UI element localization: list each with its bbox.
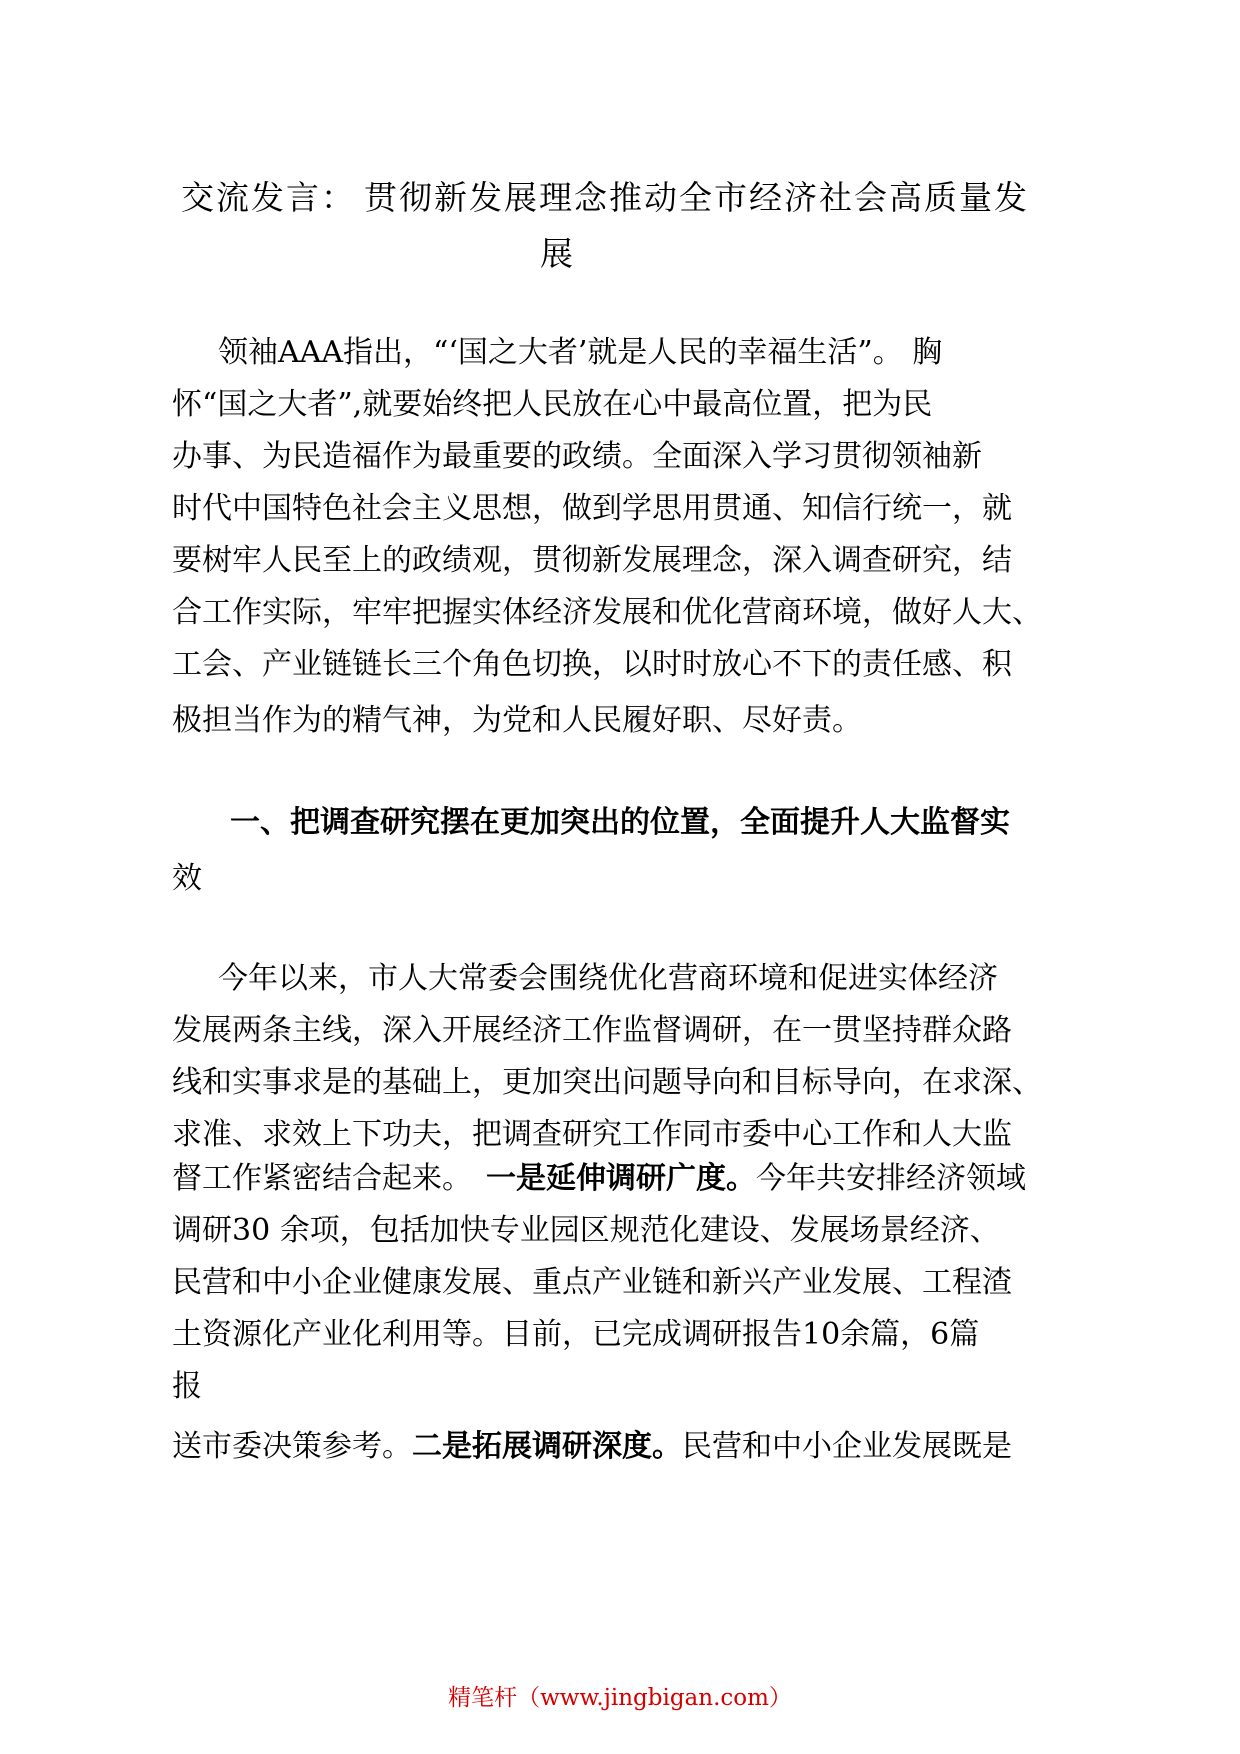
section-heading-continuation: 效 — [172, 861, 202, 896]
body-text: 民营和中小企业发展既是 — [682, 1429, 1012, 1464]
intro-line: 办事、为民造福作为最重要的政绩。全面深入学习贯彻领袖新 — [172, 439, 982, 474]
body-text: 今年共安排经济领域 — [756, 1161, 1026, 1196]
body-line-with-emphasis — [172, 1162, 1026, 1196]
body-line: 求准、求效上下功夫，把调查研究工作同市委中心工作和人大监 — [172, 1117, 1012, 1152]
title-continuation: 展 — [540, 234, 575, 273]
intro-line: 极担当作为的精气神，为党和人民履好职、尽好责。 — [172, 703, 862, 738]
intro-line: 工会、产业链链长三个角色切换，以时时放心不下的责任感、积 — [172, 647, 1012, 682]
intro-line: 时代中国特色社会主义思想，做到学思用贯通、知信行统一，就 — [172, 491, 1012, 526]
body-line: 发展两条主线，深入开展经济工作监督调研，在一贯坚持群众路 — [172, 1013, 1012, 1048]
body-text: 送市委决策参考。 — [172, 1429, 412, 1464]
body-line: 报 — [172, 1369, 202, 1404]
body-line: 土资源化产业化利用等。目前，已完成调研报告10余篇，6篇 — [172, 1317, 980, 1352]
section-heading: 一、把调查研究摆在更加突出的位置，全面提升人大监督实 — [230, 805, 1010, 840]
intro-line: 领袖AAA指出，“‘国之大者’就是人民的幸福生活”。 胸 — [218, 335, 943, 370]
intro-line: 合工作实际，牢牢把握实体经济发展和优化营商环境，做好人大、 — [172, 595, 1042, 630]
title-prefix: 交流发言： — [181, 178, 356, 217]
title-main: 贯彻新发展理念推动全市经济社会高质量发 — [364, 178, 1029, 217]
body-line-with-emphasis — [172, 1430, 1012, 1464]
body-line: 线和实事求是的基础上，更加突出问题导向和目标导向，在求深、 — [172, 1065, 1042, 1100]
body-line: 今年以来，市人大常委会围绕优化营商环境和促进实体经济 — [218, 961, 998, 996]
intro-line: 要树牢人民至上的政绩观，贯彻新发展理念，深入调查研究，结 — [172, 543, 1012, 578]
body-line: 调研30 余项，包括加快专业园区规范化建设、发展场景经济、 — [172, 1213, 1000, 1248]
intro-line: 怀“国之大者”,就要始终把人民放在心中最高位置，把为民 — [172, 387, 933, 422]
body-text: 督工作紧密结合起来。 — [172, 1161, 472, 1196]
footer-watermark: 精笔杆（www.jingbigan.com） — [448, 1685, 792, 1711]
emphasis-point-2: 二是拓展调研深度。 — [412, 1429, 682, 1464]
body-line: 民营和中小企业健康发展、重点产业链和新兴产业发展、工程渣 — [172, 1265, 1012, 1300]
emphasis-point-1: 一是延伸调研广度。 — [486, 1161, 756, 1196]
